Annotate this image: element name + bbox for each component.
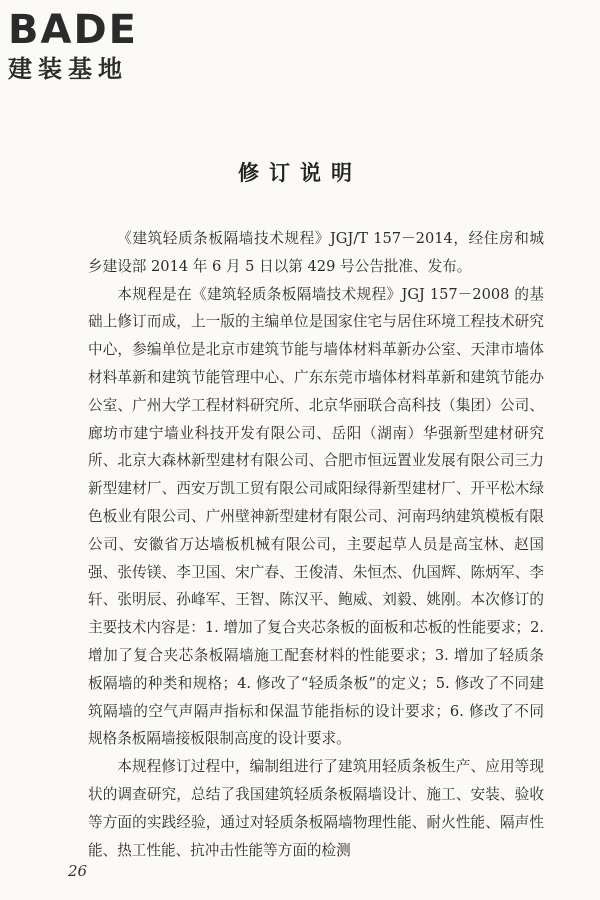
bade-logo [8,8,178,84]
page-title: 修订说明 [238,161,362,185]
paragraph-2: 本规程是在《建筑轻质条板隔墙技术规程》JGJ 157－2008 的基础上修订而成，上一版的主编单位是国家住宅与居住环境工程技术研究中心，参编单位是北京市建筑节能与墙体材料革新办公室、天津市墙体材料革新和建筑节能管理中心、广东东莞市墙体材料革新和建筑节能办公室、广州大学工程材料研究所、北京华丽联合高科技（集团）公司、廊坊市建宁墙业科技开发有限公司、岳阳（湖南）华强新型建材研究所、北京大森林新型建材有限公司、合肥市恒远置业发展有限公司三力新型建材厂、西安万凯工贸有限公司咸阳绿得新型建材厂、开平松木绿色板业有限公司、广州壁神新型建材有限公司、河南玛纳建筑模板有限公司、安徽省万达墙板机械有限公司，主要起草人员是高宝林、赵国强、张传镁、李卫国、宋广春、王俊清、朱恒杰、仇国辉、陈炳军、李轩、张明辰、孙峰军、王智、陈汉平、鲍威、刘毅、姚刚。本次修订的主要技术内容是：1. 增加了复合夹芯条板的面板和芯板的性能要求；2. 增加了复合夹芯条板隔墙施工配套材料的性能要求；3. 增加了轻质条板隔墙的种类和规格；4. 修改了“轻质条板”的定义；5. 修改了不同建筑隔墙的空气声隔声指标和保温节能指标的设计要求；6. 修改了不同规格条板隔墙接板限制高度的设计要求。 [88,285,544,748]
logo-brand: BADE [8,7,138,53]
logo-subtitle: 建装基地 [8,55,128,83]
page-number: 26 [68,862,88,880]
paragraph-1: 《建筑轻质条板隔墙技术规程》JGJ/T 157－2014，经住房和城乡建设部 2014 年 6 月 5 日以第 429 号公告批准、发布。 [88,230,544,275]
document-body [88,225,544,864]
paragraph-3: 本规程修订过程中，编制组进行了建筑用轻质条板生产、应用等现状的调查研究，总结了我国建筑轻质条板隔墙设计、施工、安装、验收等方面的实践经验，通过对轻质条板隔墙物理性能、耐火性能、隔声性能、热工性能、抗冲击性能等方面的检测 [88,758,544,859]
